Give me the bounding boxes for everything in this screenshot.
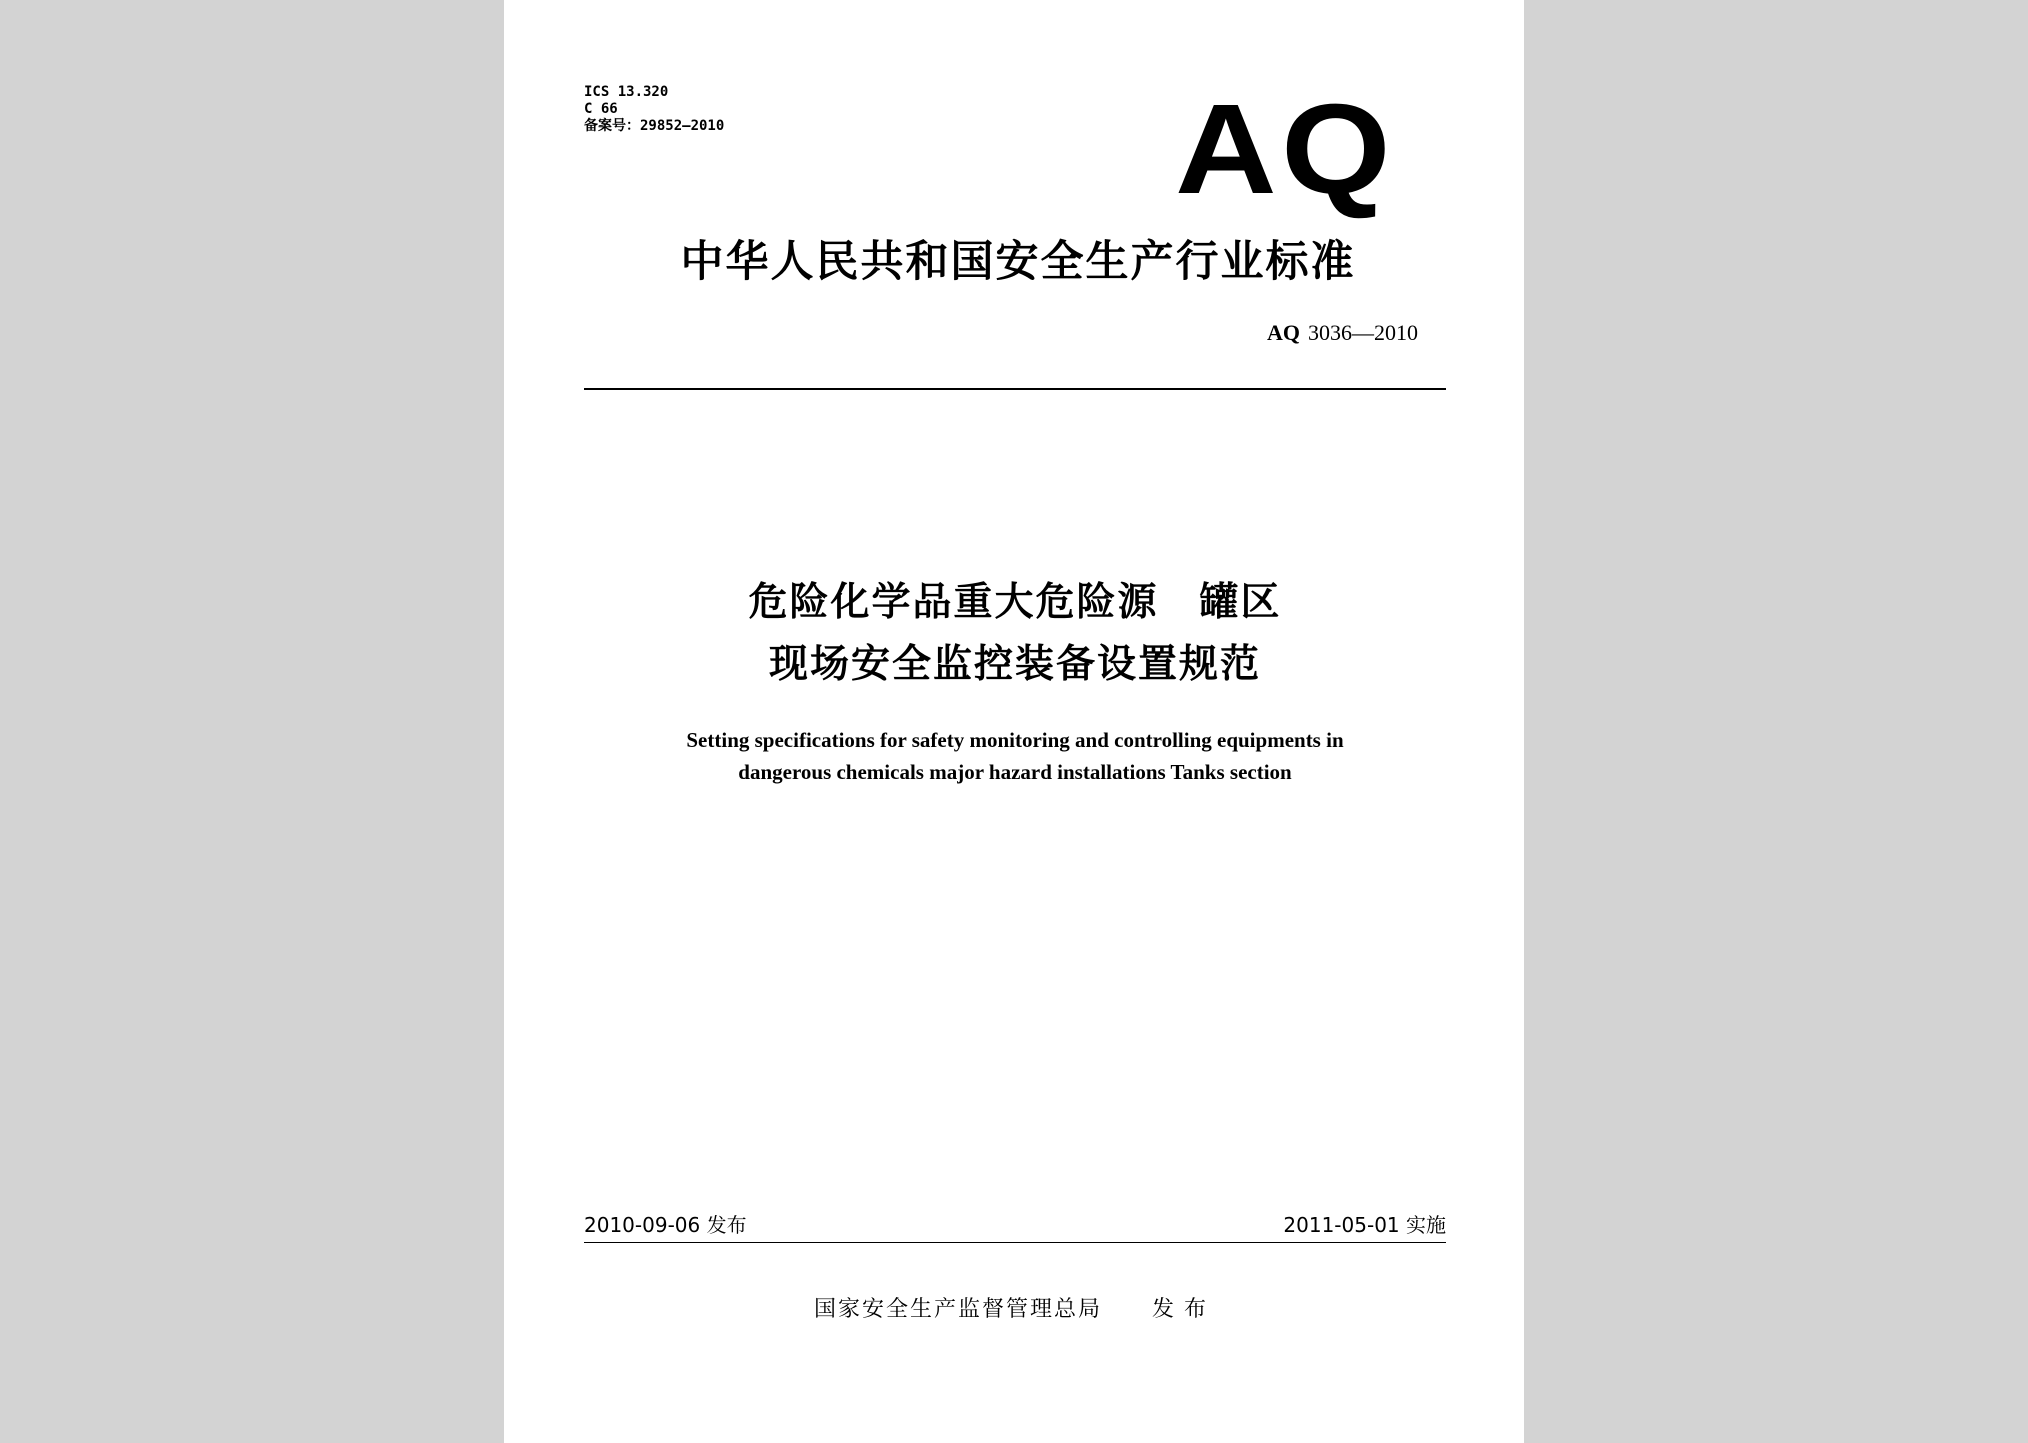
bottom-divider: [584, 1242, 1446, 1243]
ics-code: ICS 13.320: [584, 84, 669, 100]
standard-category-title: 中华人民共和国安全生产行业标准: [680, 237, 1356, 287]
publisher-action: 发布: [1152, 1297, 1217, 1322]
chinese-title-line-1: 危险化学品重大危险源 罐区: [748, 580, 1282, 625]
aq-logo: AQ: [1175, 78, 1395, 221]
classification-block: [584, 84, 724, 135]
ccs-code: C 66: [584, 101, 618, 117]
publisher-line: [584, 1292, 1446, 1323]
chinese-title: [584, 572, 1446, 696]
standard-code: [1267, 320, 1418, 346]
issue-date: 2010-09-06 发布: [584, 1213, 747, 1237]
standard-code-number: 3036—2010: [1308, 320, 1418, 345]
implementation-date: 2011-05-01 实施: [1283, 1213, 1446, 1237]
english-title-line-1: Setting specifications for safety monitoring and controlling equipments in: [686, 728, 1344, 752]
record-number: 备案号：29852—2010: [584, 118, 725, 134]
english-title-line-2: dangerous chemicals major hazard installations Tanks section: [738, 760, 1292, 784]
english-title: [584, 724, 1446, 788]
standard-code-prefix: AQ: [1267, 320, 1300, 345]
chinese-title-line-2: 现场安全监控装备设置规范: [768, 642, 1261, 687]
publisher-name: 国家安全生产监督管理总局: [813, 1297, 1102, 1322]
top-divider: [584, 388, 1446, 390]
document-page: [504, 0, 1524, 1443]
